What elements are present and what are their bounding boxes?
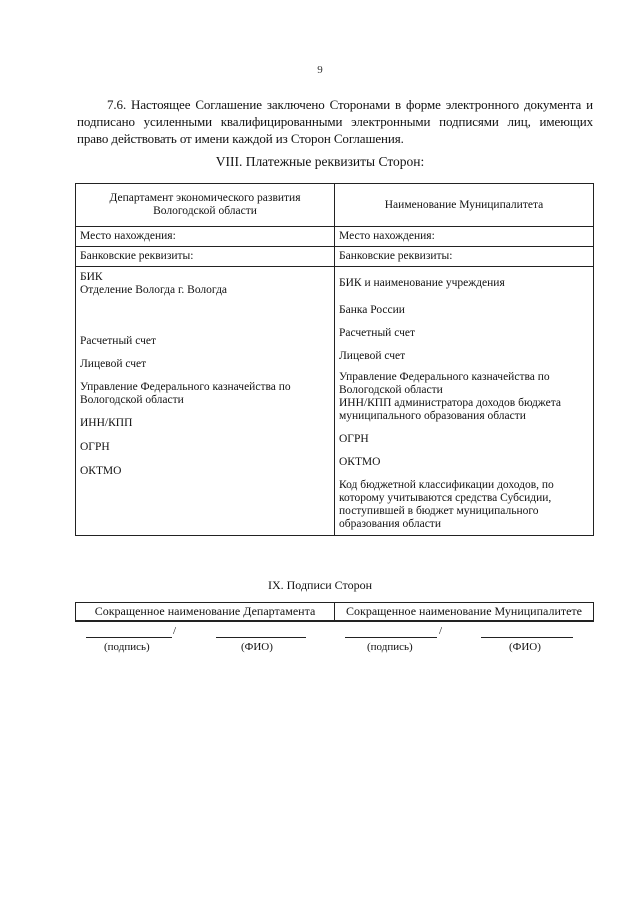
- section-8-heading: VIII. Платежные реквизиты Сторон:: [215, 154, 425, 169]
- left-branch: Отделение Вологда г. Вологда: [80, 284, 228, 296]
- right-inn-kpp: ИНН/КПП администратора доходов бюджета муниципального образования области: [339, 397, 561, 422]
- right-bank-details: Банковские реквизиты:: [335, 247, 594, 267]
- left-details-cell: [76, 267, 335, 536]
- right-bik: БИК и наименование учреждения: [339, 277, 505, 289]
- table-row: [76, 267, 594, 536]
- signature-caption: (подпись): [367, 641, 413, 653]
- municipality-header: Наименование Муниципалитета: [335, 184, 594, 227]
- left-bank-details: Банковские реквизиты:: [76, 247, 335, 267]
- page-number: 9: [317, 64, 323, 76]
- right-location: Место нахождения:: [335, 227, 594, 247]
- municipality-short-name: Сокращенное наименование Муниципалитете: [335, 603, 594, 621]
- department-header: Департамент экономического развития Вологодской области: [76, 184, 335, 227]
- signature-line: [345, 637, 437, 638]
- left-oktmo: ОКТМО: [80, 465, 122, 477]
- signatures-table: [75, 602, 594, 653]
- right-bank: Банка России: [339, 304, 405, 316]
- municipality-signature-block: [335, 621, 594, 653]
- name-line: [216, 637, 306, 638]
- right-settlement-account: Расчетный счет: [339, 327, 415, 339]
- name-line: [481, 637, 573, 638]
- left-ogrn: ОГРН: [80, 441, 110, 453]
- right-treasury: Управление Федерального казначейства по Вологодской области: [339, 371, 550, 396]
- department-short-name: Сокращенное наименование Департамента: [76, 603, 335, 621]
- table-header-row: [76, 603, 594, 621]
- section-9-heading: IX. Подписи Сторон: [267, 578, 373, 592]
- right-oktmo: ОКТМО: [339, 456, 381, 468]
- clause-7-6: 7.6. Настоящее Соглашение заключено Сторонами в форме электронного документа и подписано усиленными квалифицированными электронными подписями лиц, имеющих право действовать от имени каждой из Сторон Соглашения.: [77, 97, 593, 146]
- right-ogrn: ОГРН: [339, 433, 369, 445]
- name-caption: (ФИО): [509, 641, 541, 653]
- right-details-cell: [335, 267, 594, 536]
- table-row: [76, 621, 594, 622]
- right-budget-code: Код бюджетной классификации доходов, по которому учитываются средства Субсидии, поступившей в бюджет муниципального образования области: [339, 479, 554, 530]
- left-settlement-account: Расчетный счет: [80, 335, 156, 347]
- name-caption: (ФИО): [241, 641, 273, 653]
- table-row: [76, 247, 594, 267]
- table-row: [76, 227, 594, 247]
- signature-caption: (подпись): [104, 641, 150, 653]
- left-inn-kpp: ИНН/КПП: [80, 417, 133, 429]
- payment-details-table: [75, 183, 594, 536]
- left-treasury: Управление Федерального казначейства по Вологодской области: [80, 381, 291, 406]
- left-location: Место нахождения:: [76, 227, 335, 247]
- right-personal-account: Лицевой счет: [339, 350, 406, 362]
- signature-line: [86, 637, 172, 638]
- left-personal-account: Лицевой счет: [80, 358, 147, 370]
- signature-separator: /: [439, 625, 443, 637]
- department-signature-block: [76, 621, 335, 653]
- signature-separator: /: [173, 625, 177, 637]
- table-header-row: [76, 184, 594, 227]
- left-bik: БИК: [80, 271, 103, 283]
